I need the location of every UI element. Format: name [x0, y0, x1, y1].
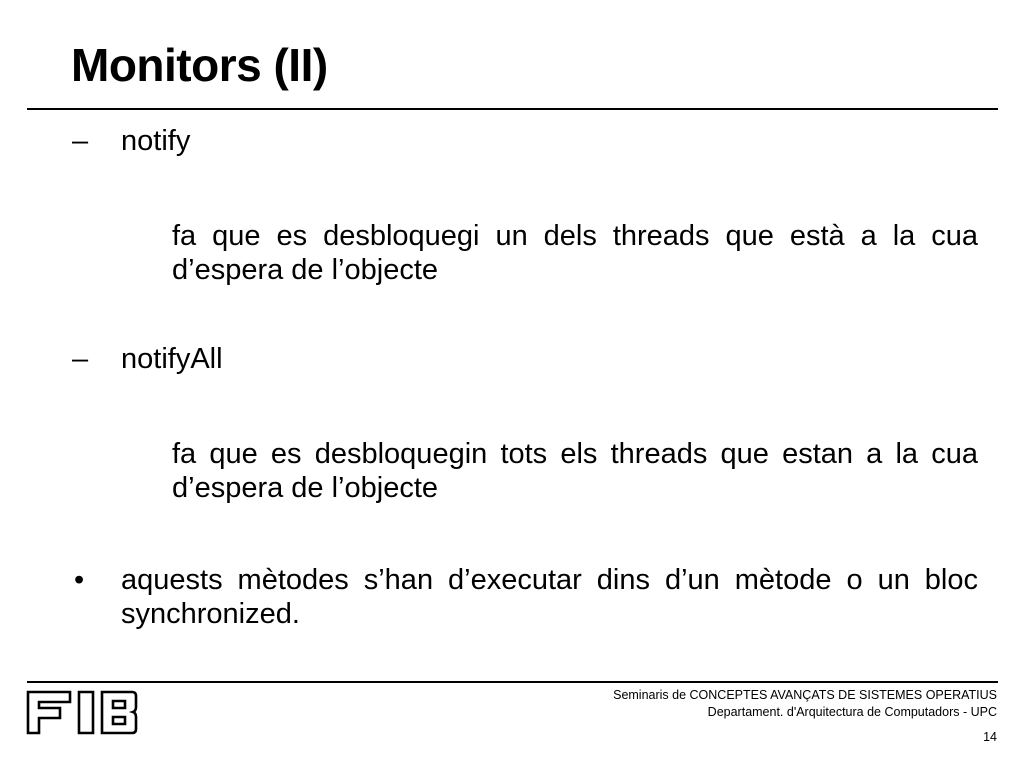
footer-department: Departament. d'Arquitectura de Computadors - UPC	[707, 705, 997, 719]
notifyall-term: notifyAll	[121, 343, 223, 375]
footer-divider	[27, 681, 998, 683]
notify-description: fa que es desbloquegi un dels threads que està a la cua d’espera de l’objecte	[172, 220, 978, 286]
notify-term: notify	[121, 125, 191, 157]
notifyall-description: fa que es desbloquegin tots els threads que estan a la cua d’espera de l’objecte	[172, 438, 978, 504]
title-divider	[27, 108, 998, 110]
bullet-marker: •	[74, 564, 85, 596]
slide-title: Monitors (II)	[71, 39, 328, 91]
page-number: 14	[983, 730, 997, 744]
dash-marker: –	[72, 125, 89, 157]
footer-seminar-title: Seminaris de CONCEPTES AVANÇATS DE SISTEMES OPERATIUS	[613, 688, 997, 702]
dash-marker: –	[72, 343, 89, 375]
fib-logo	[26, 690, 138, 735]
synchronized-note: aquests mètodes s’han d’executar dins d’un mètode o un bloc synchronized.	[121, 564, 978, 630]
